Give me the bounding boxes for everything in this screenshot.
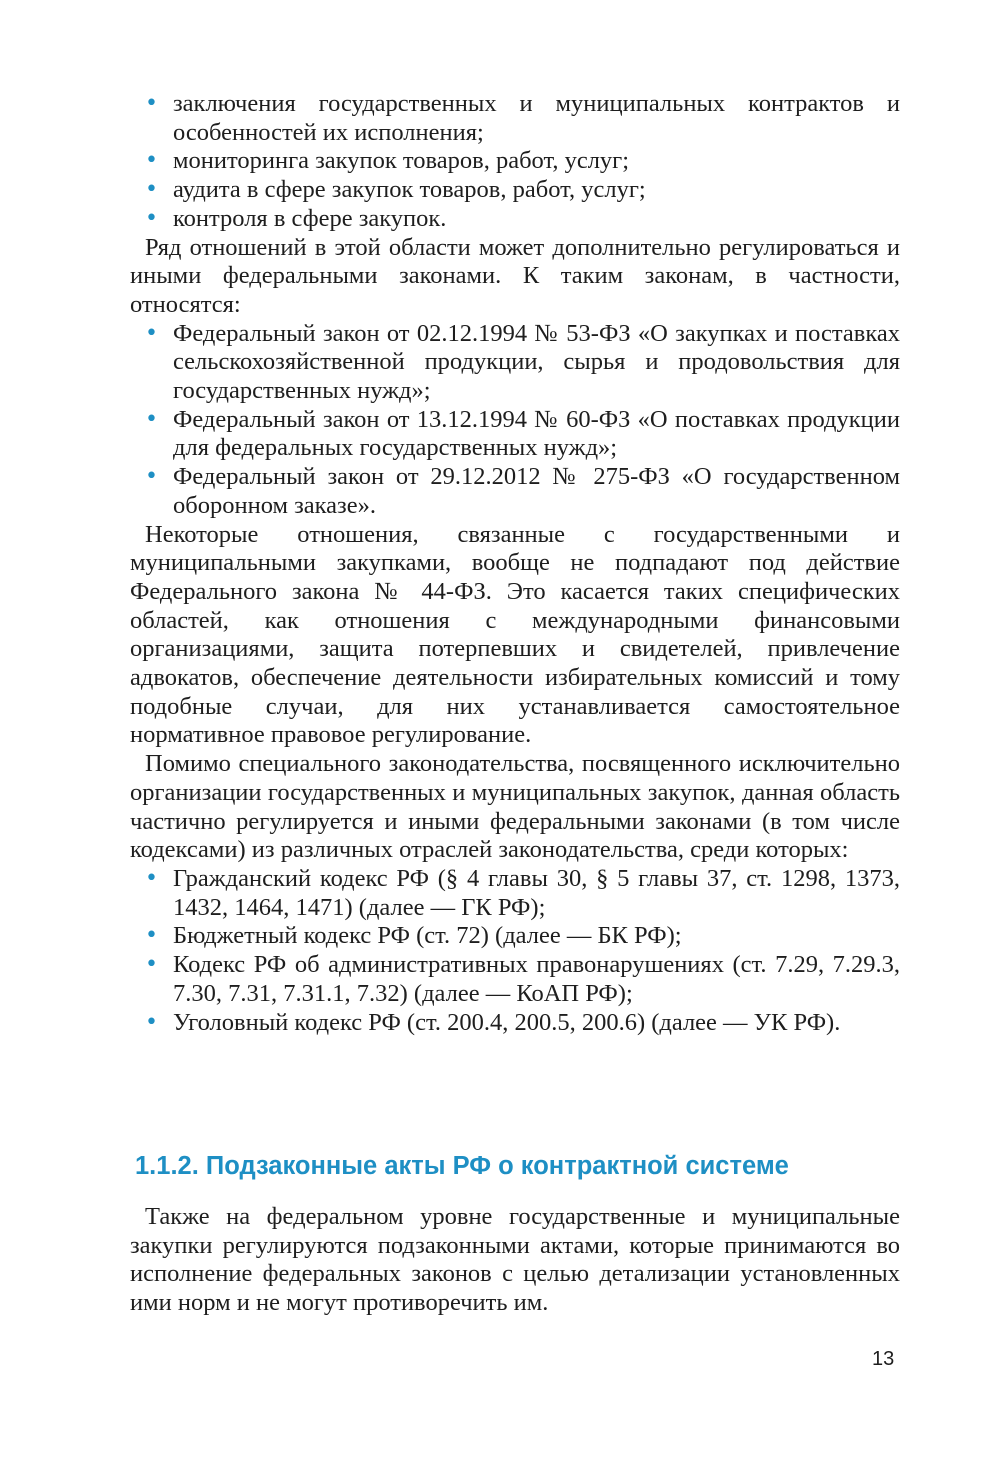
bullet-icon: •: [145, 464, 158, 490]
section-heading: 1.1.2. Подзаконные акты РФ о контрактной системе: [135, 1152, 789, 1180]
page-number: 13: [872, 1348, 895, 1370]
list-item: [145, 864, 900, 922]
list-item: [145, 405, 900, 463]
list-item-text: Федеральный закон от 29.12.2012 № 275-ФЗ «О государственном оборонном заказе».: [173, 463, 900, 519]
bullet-icon: •: [145, 923, 158, 949]
paragraph-bylaws: Также на федеральном уровне государственные и муниципальные закупки регулируются подзаконными актами, которые принимаются во исполнение федеральных законов с целью детализации установленных ими норм и не могут противоречить им.: [130, 1203, 900, 1317]
list-item: [145, 951, 900, 1008]
list-item-text: Бюджетный кодекс РФ (ст. 72) (далее — БК РФ);: [173, 922, 682, 950]
list-item-text: Уголовный кодекс РФ (ст. 200.4, 200.5, 200.6) (далее — УК РФ).: [173, 1008, 841, 1036]
bullet-icon: •: [145, 91, 158, 116]
list-item: [145, 1008, 900, 1038]
bullet-icon: •: [145, 865, 158, 891]
list-item: [145, 319, 900, 406]
list-item: [145, 147, 900, 176]
list-item: [145, 204, 900, 234]
list-item: [145, 176, 900, 205]
list-item: [145, 463, 900, 520]
bullet-icon: •: [145, 177, 158, 203]
list-item-text: Федеральный закон от 13.12.1994 № 60-ФЗ «О поставках продукции для федеральных государственных нужд»;: [173, 405, 900, 462]
list-item-text: Федеральный закон от 02.12.1994 № 53-ФЗ «О закупках и поставках сельскохозяйственной продукции, сырья и продовольствия для государственных нужд»;: [173, 319, 900, 405]
bullet-list-activities: [130, 90, 900, 234]
bullet-icon: •: [145, 320, 158, 346]
bullet-icon: •: [145, 148, 158, 174]
paragraph-codes-intro: Помимо специального законодательства, посвященного исключительно организации государственных и муниципальных закупок, данная область частично регулируется и иными федеральными законами (в том числе кодексами) из различных отраслей законодательства, среди которых:: [130, 750, 900, 864]
list-item-text: аудита в сфере закупок товаров, работ, услуг;: [173, 176, 646, 204]
list-item: [145, 90, 900, 147]
list-item-text: Кодекс РФ об административных правонарушениях (ст. 7.29, 7.29.3, 7.30, 7.31, 7.31.1, 7.32) (далее — КоАП РФ);: [173, 951, 900, 1007]
list-item: [145, 922, 900, 951]
list-item-text: Гражданский кодекс РФ (§ 4 главы 30, § 5 главы 37, ст. 1298, 1373, 1432, 1464, 1471) (далее — ГК РФ);: [173, 864, 900, 921]
list-item-text: контроля в сфере закупок.: [173, 204, 447, 232]
list-item-text: мониторинга закупок товаров, работ, услуг;: [173, 147, 630, 175]
bullet-list-federal-laws: [130, 320, 900, 521]
bullet-icon: •: [145, 406, 158, 432]
bullet-list-codes: [130, 865, 900, 1037]
paragraph-exclusions: Некоторые отношения, связанные с государственными и муниципальными закупками, вообще не подпадают под действие Федерального закона № 44-ФЗ. Это касается таких специфических областей, как отношения с международными финансовыми организациями, защита потерпевших и свидетелей, привлечение адвокатов, обеспечение деятельности избирательных комиссий и тому подобные случаи, для них устанавливается самостоятельное нормативное правовое регулирование.: [130, 520, 900, 749]
list-item-text: заключения государственных и муниципальных контрактов и особенностей их исполнения;: [173, 90, 900, 146]
text-block-top: [130, 90, 900, 1037]
bullet-icon: •: [145, 1009, 158, 1035]
bullet-icon: •: [145, 205, 158, 231]
text-block-bottom: [130, 1203, 900, 1318]
paragraph-other-laws: Ряд отношений в этой области может дополнительно регулироваться и иными федеральными законами. К таким законам, в частности, относятся:: [130, 233, 900, 318]
bullet-icon: •: [145, 952, 158, 978]
